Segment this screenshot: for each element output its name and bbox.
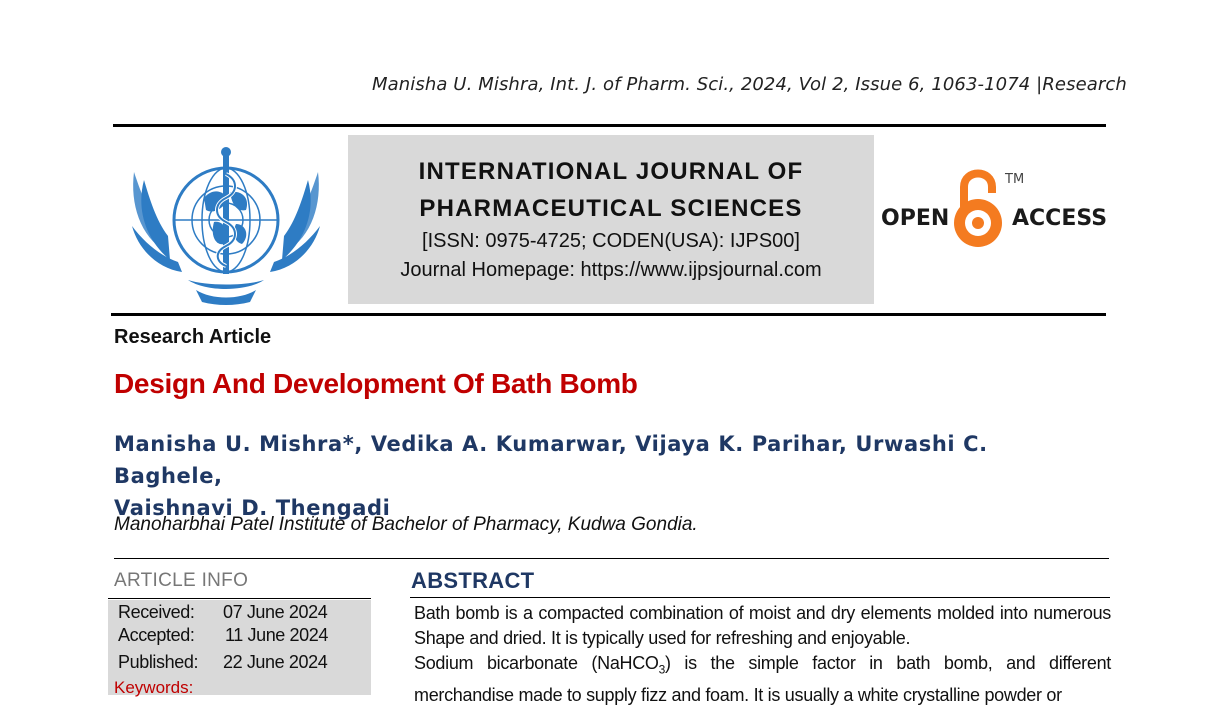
abstract-body bbox=[414, 601, 1111, 708]
authors-line-2: Vaishnavi D. Thengadi bbox=[114, 496, 391, 520]
open-access-logo bbox=[878, 163, 1108, 255]
open-access-right-text: ACCESS bbox=[1012, 206, 1108, 231]
header-bottom-rule bbox=[111, 313, 1106, 316]
section-divider bbox=[114, 558, 1109, 559]
journal-banner bbox=[348, 135, 874, 304]
published-label: Published: bbox=[118, 652, 199, 672]
article-info-rule bbox=[108, 598, 371, 599]
journal-issn: [ISSN: 0975-4725; CODEN(USA): IJPS00] bbox=[422, 230, 800, 252]
journal-homepage[interactable]: Journal Homepage: https://www.ijpsjournal.com bbox=[400, 259, 822, 281]
running-header-citation: Manisha U. Mishra, Int. J. of Pharm. Sci., 2024, Vol 2, Issue 6, 1063-1074 |Research bbox=[372, 74, 1127, 95]
received-date: 07 June 2024 bbox=[223, 602, 328, 622]
article-type-label: Research Article bbox=[114, 326, 272, 348]
abstract-p2-rest: ) is the simple factor in bath bomb, and different merchandise made to supply fizz and foam. It is usually a white crystalline powder or bbox=[414, 653, 1112, 705]
accepted-label: Accepted: bbox=[118, 625, 195, 645]
keywords-label: Keywords: bbox=[114, 678, 194, 697]
affiliation: Manoharbhai Patel Institute of Bachelor of Pharmacy, Kudwa Gondia. bbox=[114, 514, 698, 535]
authors-line-1: Manisha U. Mishra*, Vedika A. Kumarwar, Vijaya K. Parihar, Urwashi C. Baghele, bbox=[114, 432, 988, 488]
open-access-left-text: OPEN bbox=[881, 206, 950, 231]
abstract-paragraph-1: Bath bomb is a compacted combination of moist and dry elements molded into numerous Shape and dried. It is typically used for refreshing and enjoyable. bbox=[414, 603, 1111, 648]
received-label: Received: bbox=[118, 602, 195, 622]
trademark-mark: TM bbox=[1005, 172, 1025, 187]
header-top-rule bbox=[113, 124, 1106, 127]
journal-title-line2: PHARMACEUTICAL SCIENCES bbox=[419, 195, 803, 222]
abstract-p2-subscript: 3 bbox=[658, 662, 666, 677]
journal-title bbox=[348, 153, 874, 227]
article-info-box bbox=[108, 600, 371, 695]
journal-title-line1: INTERNATIONAL JOURNAL OF bbox=[418, 158, 804, 185]
published-date: 22 June 2024 bbox=[223, 652, 328, 672]
abstract-heading: ABSTRACT bbox=[411, 568, 535, 593]
author-list bbox=[114, 428, 1104, 524]
article-info-heading: ARTICLE INFO bbox=[114, 570, 249, 591]
abstract-rule bbox=[410, 597, 1110, 598]
paper-title: Design And Development Of Bath Bomb bbox=[114, 368, 638, 399]
accepted-date: 11 June 2024 bbox=[225, 625, 328, 645]
who-emblem-logo bbox=[126, 140, 326, 305]
abstract-paragraph-2 bbox=[414, 651, 1111, 708]
abstract-p2-start: Sodium bicarbonate (NaHCO bbox=[414, 653, 659, 673]
